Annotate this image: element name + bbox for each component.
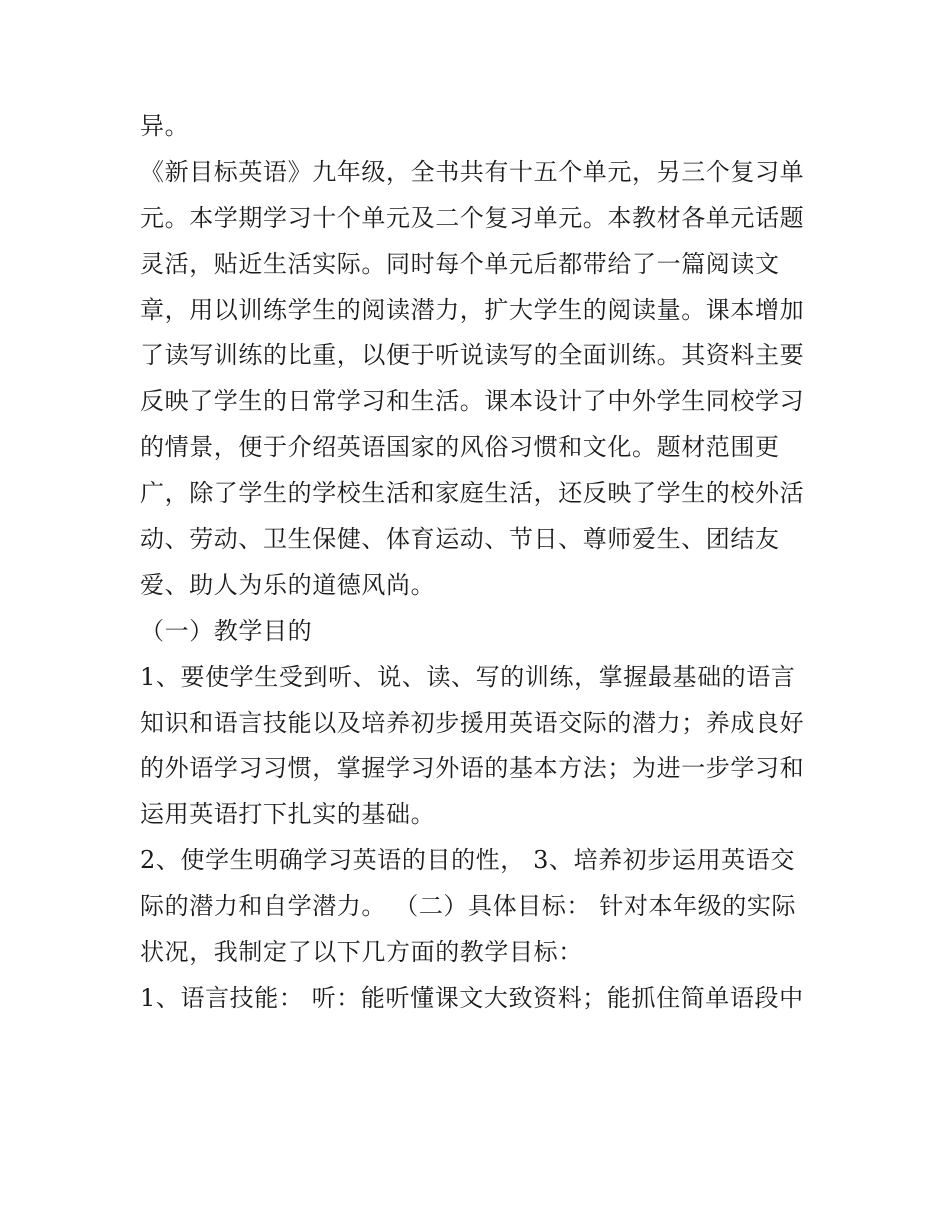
text-line: 动、劳动、卫生保健、体育运动、节日、尊师爱生、团结友: [140, 525, 780, 554]
text-line: 了读写训练的比重，以便于听说读写的全面训练。其资料主要: [140, 341, 805, 370]
text-line: 2、使学生明确学习英语的目的性， 3、培养初步运用英语交: [140, 846, 795, 875]
text-line: 的情景，便于介绍英语国家的风俗习惯和文化。题材范围更: [140, 433, 780, 462]
text-line: 知识和语言技能以及培养初步援用英语交际的潜力；养成良好: [140, 708, 805, 737]
text-line: 反映了学生的日常学习和生活。课本设计了中外学生同校学习: [140, 387, 805, 416]
text-line: 灵活，贴近生活实际。同时每个单元后都带给了一篇阅读文: [140, 249, 780, 278]
text-line: 运用英语打下扎实的基础。: [140, 800, 436, 829]
section-heading: （一）教学目的: [140, 616, 313, 645]
text-line: 的外语学习习惯，掌握学习外语的基本方法；为进一步学习和: [140, 754, 805, 783]
text-line: 章，用以训练学生的阅读潜力，扩大学生的阅读量。课本增加: [140, 295, 805, 324]
text-line: 状况，我制定了以下几方面的教学目标：: [140, 938, 583, 967]
text-line: 《新目标英语》九年级，全书共有十五个单元，另三个复习单: [140, 157, 805, 186]
text-line: 际的潜力和自学潜力。 （二）具体目标： 针对本年级的实际: [140, 892, 797, 921]
text-line: 异。: [140, 112, 190, 140]
text-line: 1、语言技能： 听：能听懂课文大致资料；能抓住简单语段中: [140, 983, 804, 1012]
text-line: 元。本学期学习十个单元及二个复习单元。本教材各单元话题: [140, 203, 805, 232]
text-line: 广，除了学生的学校生活和家庭生活，还反映了学生的校外活: [140, 479, 805, 508]
body-text: [140, 104, 820, 1022]
text-line: 爱、助人为乐的道德风尚。: [140, 570, 436, 599]
text-line: 1、要使学生受到听、说、读、写的训练，掌握最基础的语言: [140, 662, 796, 691]
